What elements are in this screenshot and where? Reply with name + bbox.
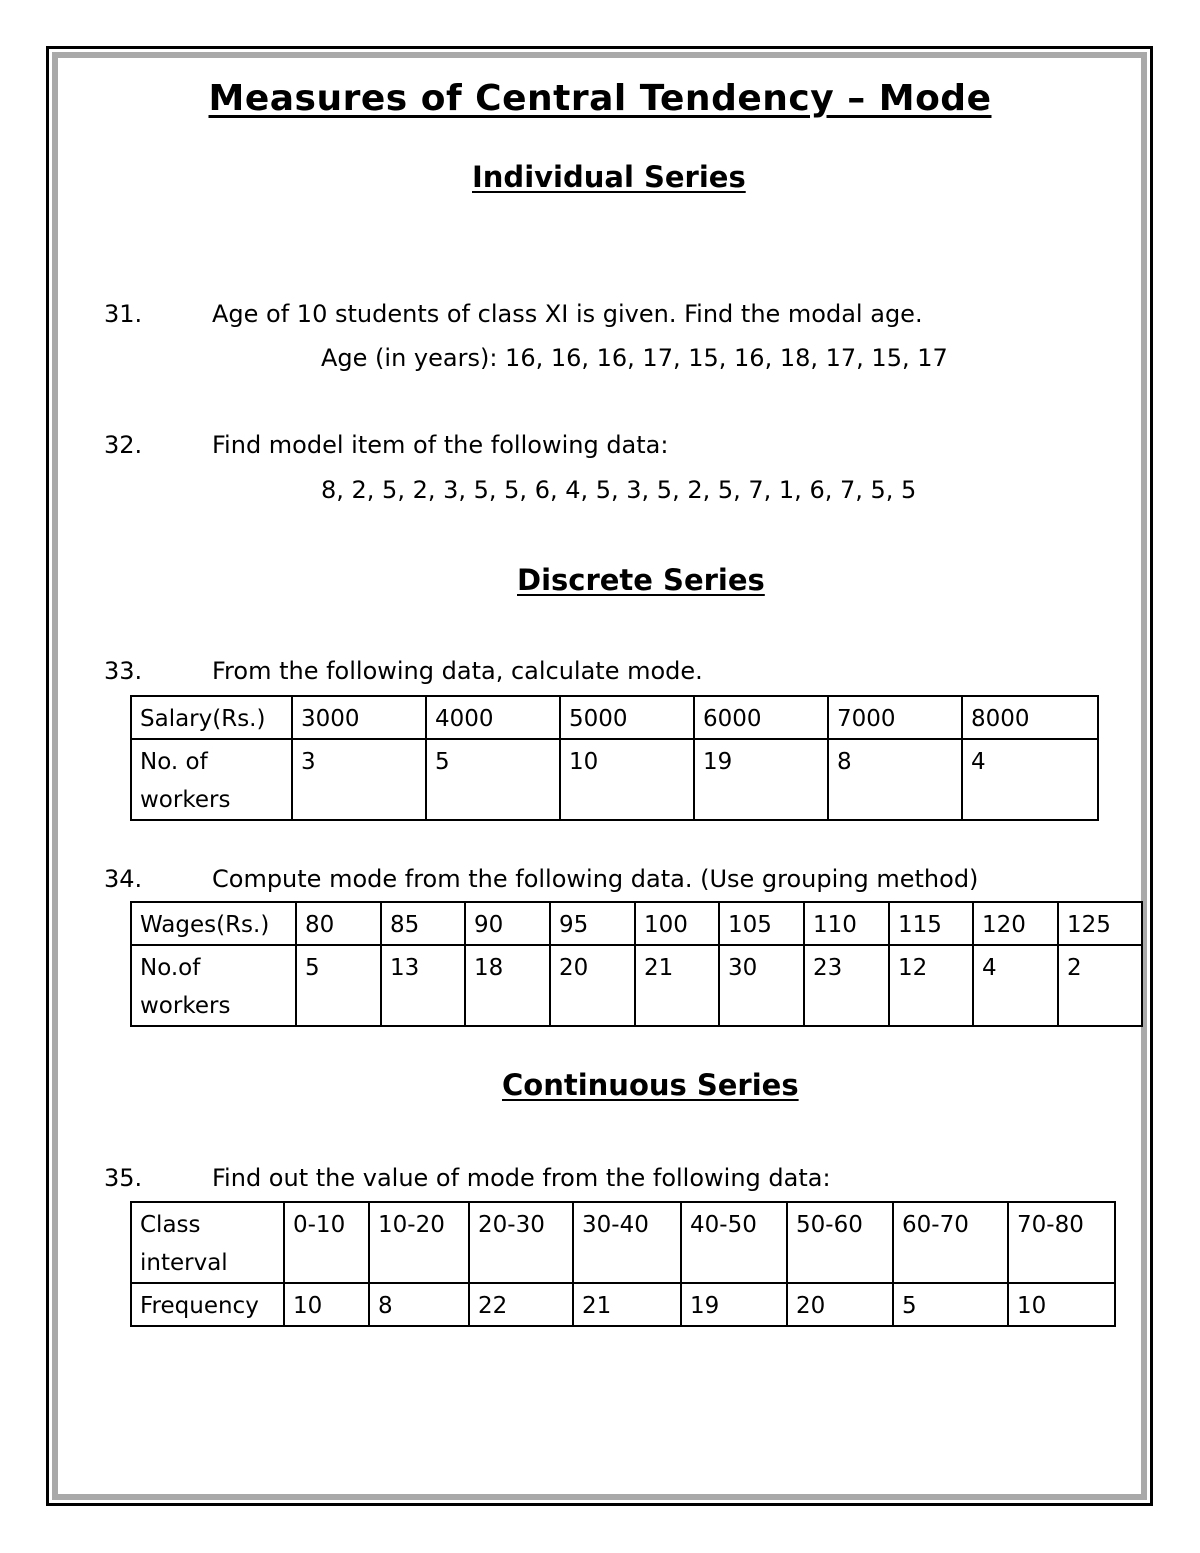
table-cell: 85 <box>381 902 465 945</box>
row-label-wages: Wages(Rs.) <box>131 902 296 945</box>
salary-table <box>130 695 1099 821</box>
row-label-workers <box>131 945 296 1026</box>
row-label-frequency: Frequency <box>131 1283 284 1326</box>
question-34-number: 34. <box>104 865 143 893</box>
row-label-line: workers <box>140 787 231 813</box>
row-label-line: No. of <box>140 749 208 775</box>
table-cell: 95 <box>550 902 635 945</box>
section-heading-discrete: Discrete Series <box>517 563 765 597</box>
table-cell: 22 <box>469 1283 573 1326</box>
table-cell: 2 <box>1058 945 1142 1026</box>
table-cell: 80 <box>296 902 381 945</box>
table-cell: 30-40 <box>573 1202 681 1283</box>
table-row <box>131 945 1142 1026</box>
table-cell: 125 <box>1058 902 1142 945</box>
table-cell: 20 <box>550 945 635 1026</box>
table-cell: 20-30 <box>469 1202 573 1283</box>
table-cell: 40-50 <box>681 1202 787 1283</box>
table-cell: 115 <box>889 902 973 945</box>
table-cell: 8000 <box>962 696 1098 739</box>
wages-table <box>130 901 1143 1027</box>
row-label-line: No.of <box>140 955 201 981</box>
row-label-workers <box>131 739 292 820</box>
table-cell: 19 <box>694 739 828 820</box>
table-cell: 4000 <box>426 696 560 739</box>
table-cell: 21 <box>635 945 719 1026</box>
table-row <box>131 696 1098 739</box>
table-cell: 50-60 <box>787 1202 893 1283</box>
question-33-text: From the following data, calculate mode. <box>212 657 703 685</box>
table-cell: 105 <box>719 902 804 945</box>
question-35-text: Find out the value of mode from the following data: <box>212 1164 831 1192</box>
row-label-line: workers <box>140 993 231 1019</box>
table-cell: 90 <box>465 902 550 945</box>
section-heading-individual: Individual Series <box>472 160 746 194</box>
table-cell: 18 <box>465 945 550 1026</box>
table-cell: 30 <box>719 945 804 1026</box>
table-cell: 120 <box>973 902 1058 945</box>
question-31-number: 31. <box>104 300 143 328</box>
table-cell: 0-10 <box>284 1202 369 1283</box>
table-cell: 21 <box>573 1283 681 1326</box>
table-cell: 5000 <box>560 696 694 739</box>
table-cell: 5 <box>426 739 560 820</box>
question-32-number: 32. <box>104 431 143 459</box>
table-cell: 4 <box>962 739 1098 820</box>
question-32-text: Find model item of the following data: <box>212 431 669 459</box>
table-cell: 110 <box>804 902 889 945</box>
table-cell: 23 <box>804 945 889 1026</box>
table-cell: 6000 <box>694 696 828 739</box>
page-title: Measures of Central Tendency – Mode <box>208 78 992 119</box>
row-label-line: Class <box>140 1212 201 1238</box>
table-cell: 5 <box>893 1283 1008 1326</box>
row-label-line: interval <box>140 1250 228 1276</box>
table-cell: 20 <box>787 1283 893 1326</box>
table-cell: 5 <box>296 945 381 1026</box>
table-cell: 3000 <box>292 696 426 739</box>
question-33-number: 33. <box>104 657 143 685</box>
table-cell: 19 <box>681 1283 787 1326</box>
question-32-data: 8, 2, 5, 2, 3, 5, 5, 6, 4, 5, 3, 5, 2, 5, 7, 1, 6, 7, 5, 5 <box>321 476 917 504</box>
class-interval-table <box>130 1201 1116 1327</box>
table-cell: 13 <box>381 945 465 1026</box>
question-35-number: 35. <box>104 1164 143 1192</box>
table-cell: 8 <box>369 1283 469 1326</box>
row-label-salary: Salary(Rs.) <box>131 696 292 739</box>
table-cell: 10 <box>560 739 694 820</box>
table-cell: 8 <box>828 739 962 820</box>
table-cell: 12 <box>889 945 973 1026</box>
question-34-text: Compute mode from the following data. (Use grouping method) <box>212 865 979 893</box>
table-cell: 100 <box>635 902 719 945</box>
table-cell: 7000 <box>828 696 962 739</box>
table-row <box>131 1283 1115 1326</box>
table-row <box>131 902 1142 945</box>
row-label-class-interval <box>131 1202 284 1283</box>
table-row <box>131 739 1098 820</box>
table-cell: 3 <box>292 739 426 820</box>
table-cell: 10 <box>284 1283 369 1326</box>
table-cell: 70-80 <box>1008 1202 1115 1283</box>
table-cell: 10 <box>1008 1283 1115 1326</box>
table-cell: 60-70 <box>893 1202 1008 1283</box>
table-row <box>131 1202 1115 1283</box>
section-heading-continuous: Continuous Series <box>502 1068 799 1102</box>
question-31-data: Age (in years): 16, 16, 16, 17, 15, 16, 18, 17, 15, 17 <box>321 344 948 372</box>
question-31-text: Age of 10 students of class XI is given. Find the modal age. <box>212 300 923 328</box>
table-cell: 10-20 <box>369 1202 469 1283</box>
table-cell: 4 <box>973 945 1058 1026</box>
